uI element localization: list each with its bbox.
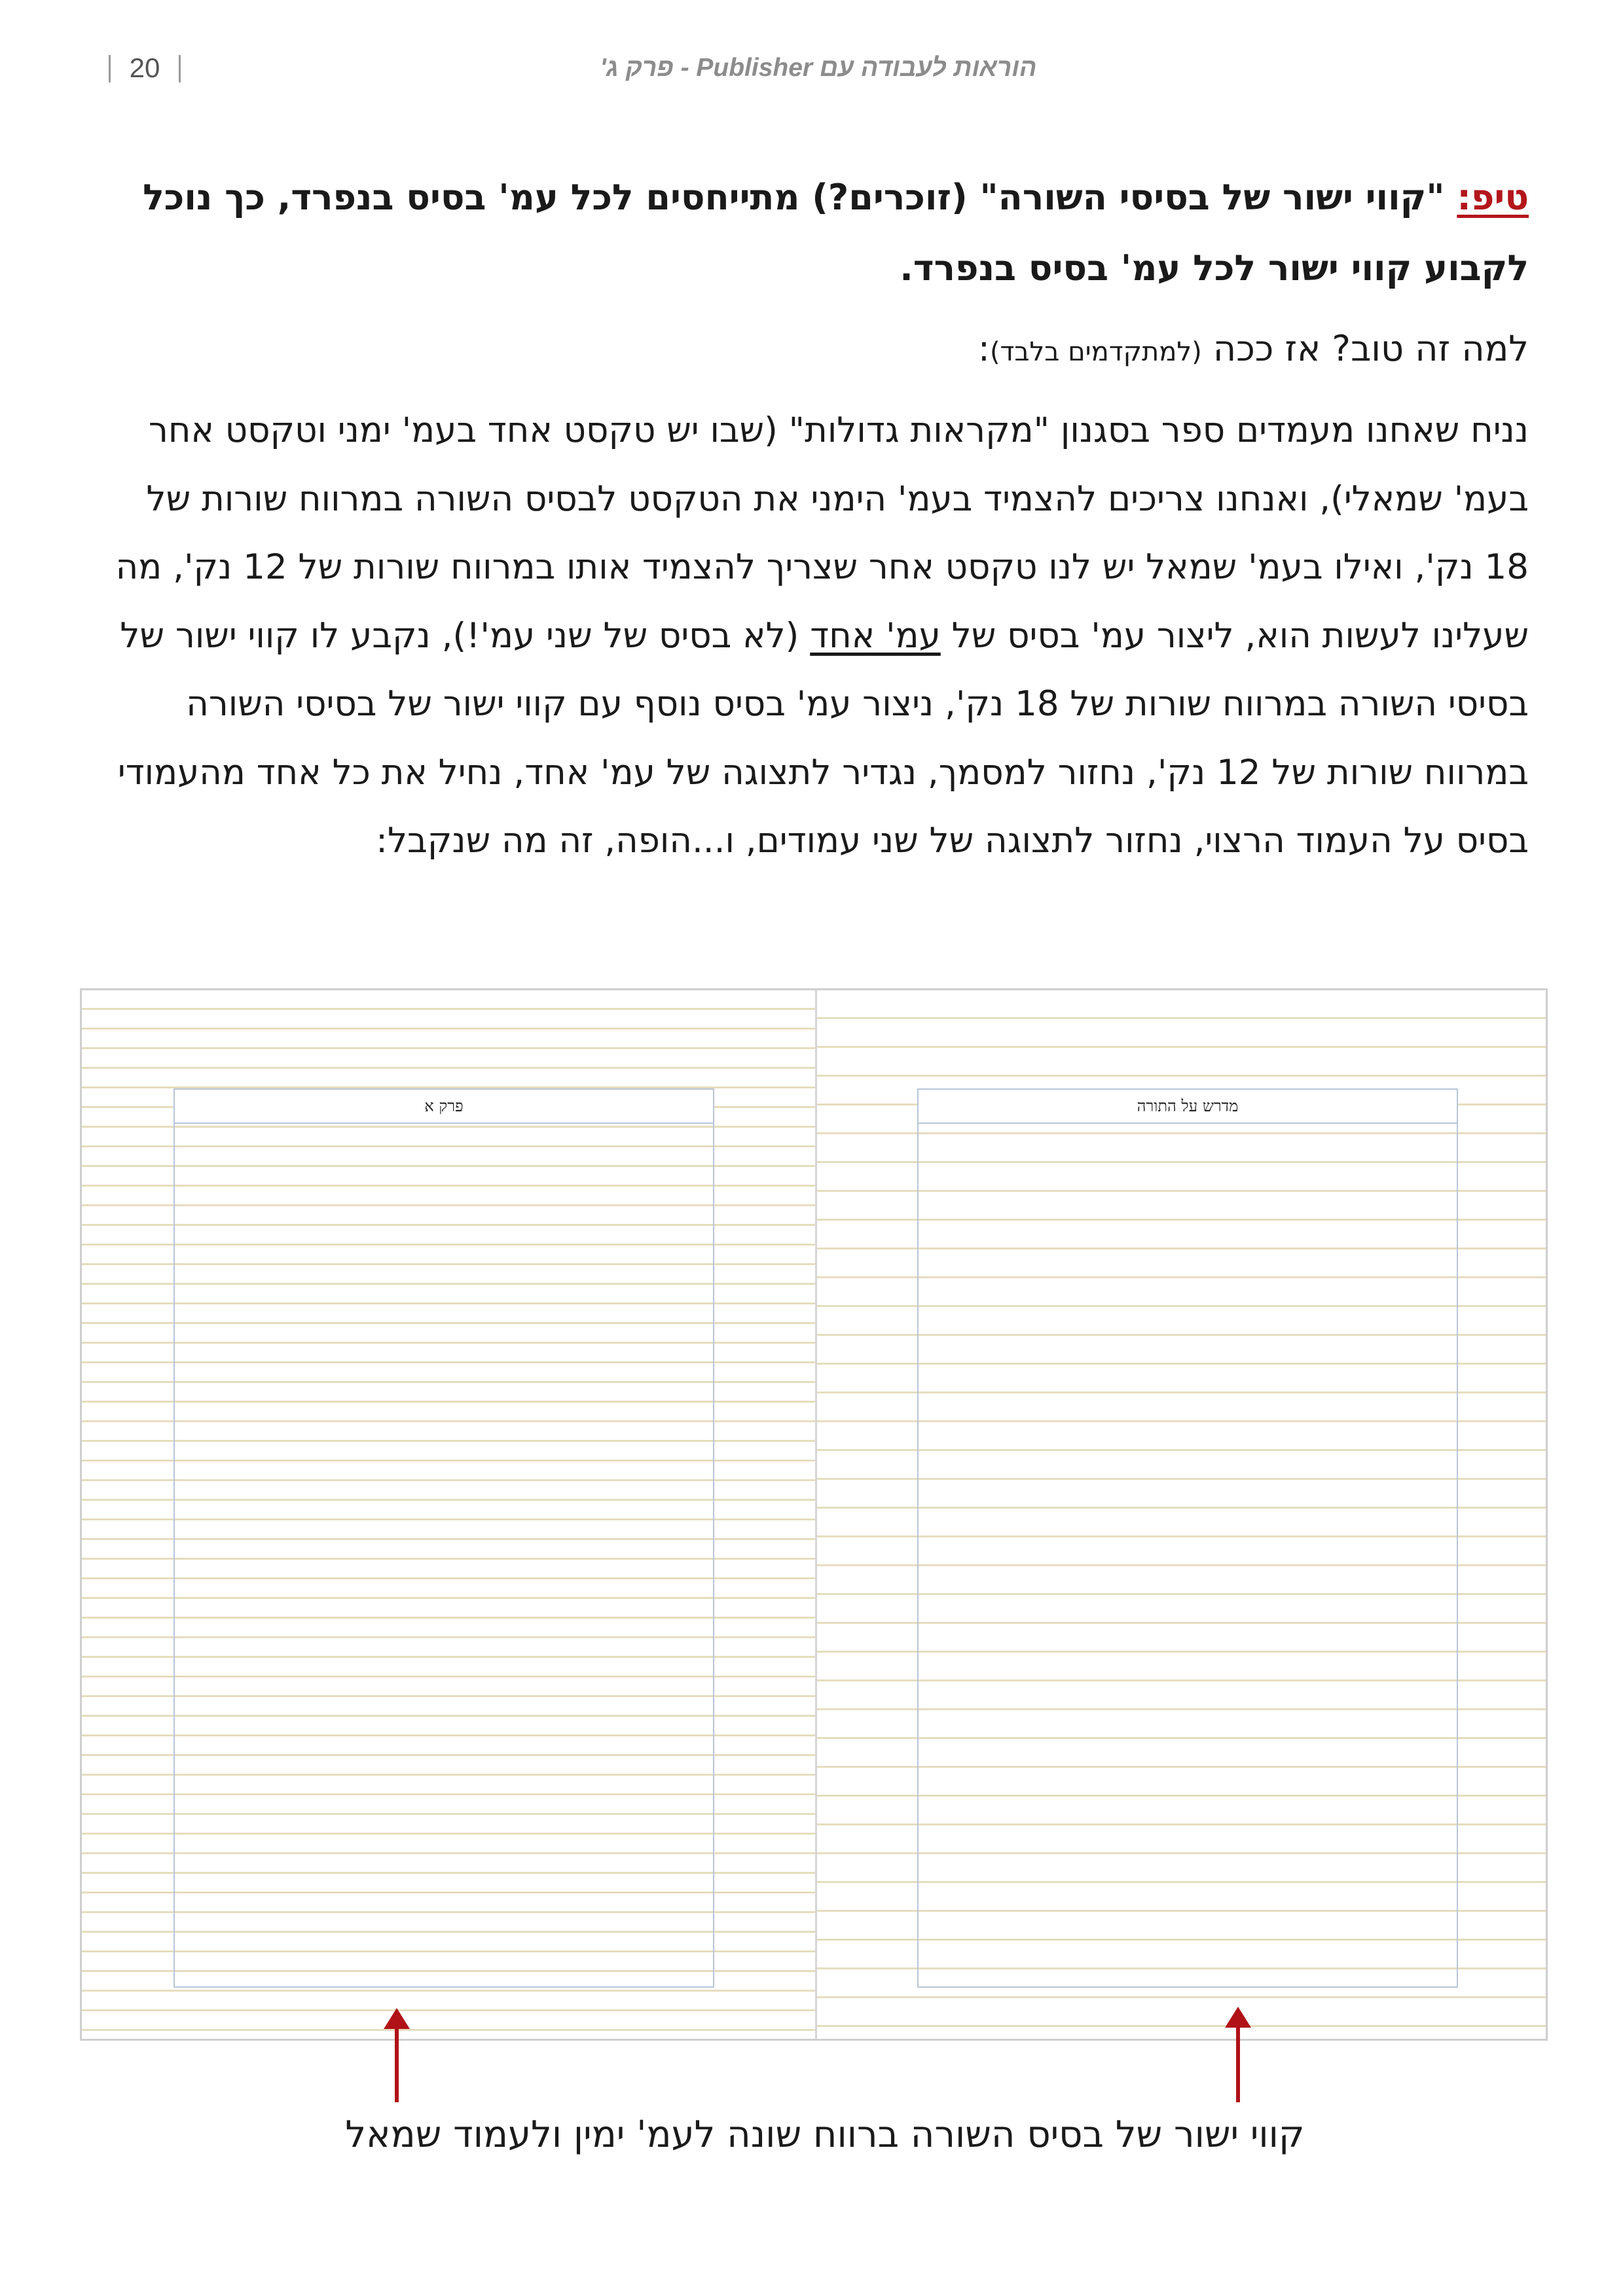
arrow-up-icon [384,2008,410,2102]
body-paragraph [105,397,1529,876]
right-text-frame [917,1088,1458,1988]
left-page-12pt-guides [82,990,817,2039]
publisher-two-page-spread [80,988,1548,2041]
body-part-1: נניח שאחנו מעמדים ספר בסגנון "מקראות גדולות" (שבו יש טקסט אחד בעמ' ימני וטקסט אחר בעמ' שמאלי), ואנחנו צריכים להצמיד בעמ' הימני את הטקסט לבסיס השורה במרווח שורות של 18 נק', ואילו בעמ' שמאל יש לנו טקסט אחר שצריך להצמיד אותו במרווח שורות של 12 נק', מה שעלינו לעשות הוא, ליצור עמ' בסיס של [115,410,1529,656]
right-page-header: מדרש על התורה [919,1090,1457,1124]
body-underlined: עמ' אחד [810,615,941,656]
page-number: 20 [109,48,181,88]
figure-caption: קווי ישור של בסיס השורה ברווח שונה לעמ' ימין ולעמוד שמאל [345,2113,1305,2156]
body-part-2: (לא בסיס של שני עמ'!), נקבע לו קווי ישור של בסיסי השורה במרווח שורות של 18 נק', ניצור עמ' בסיס נוסף עם קווי ישור של בסיסי השורה במרווח שורות של 12 נק', נחזור למסמך, נגדיר לתצוגה של עמ' אחד, נחיל את כל אחד מהעמודי בסיס על העמוד הרצוי, נחזור לתצוגה של שני עמודים, ו...הופה, זה מה שנקבל: [117,615,1529,861]
left-text-frame [173,1088,714,1988]
why-line [105,319,1529,382]
why-colon: : [977,328,990,369]
tip-text: "קווי ישור של בסיסי השורה" (זוכרים?) מתייחסים לכל עמ' בסיס בנפרד, כך נוכל לקבוע קווי ישור לכל עמ' בסיס בנפרד. [143,177,1529,289]
why-note: (למתקדמים בלבד) [989,337,1202,367]
tip-paragraph [105,162,1529,304]
left-page-header: פרק א [175,1090,713,1124]
running-header: הוראות לעבודה עם Publisher - פרק ג' [600,54,1037,82]
arrow-up-icon [1225,2007,1251,2102]
right-page-18pt-guides [817,990,1548,2039]
why-main: למה זה טוב? אז ככה [1201,328,1529,369]
tip-label: טיפ: [1457,177,1529,218]
